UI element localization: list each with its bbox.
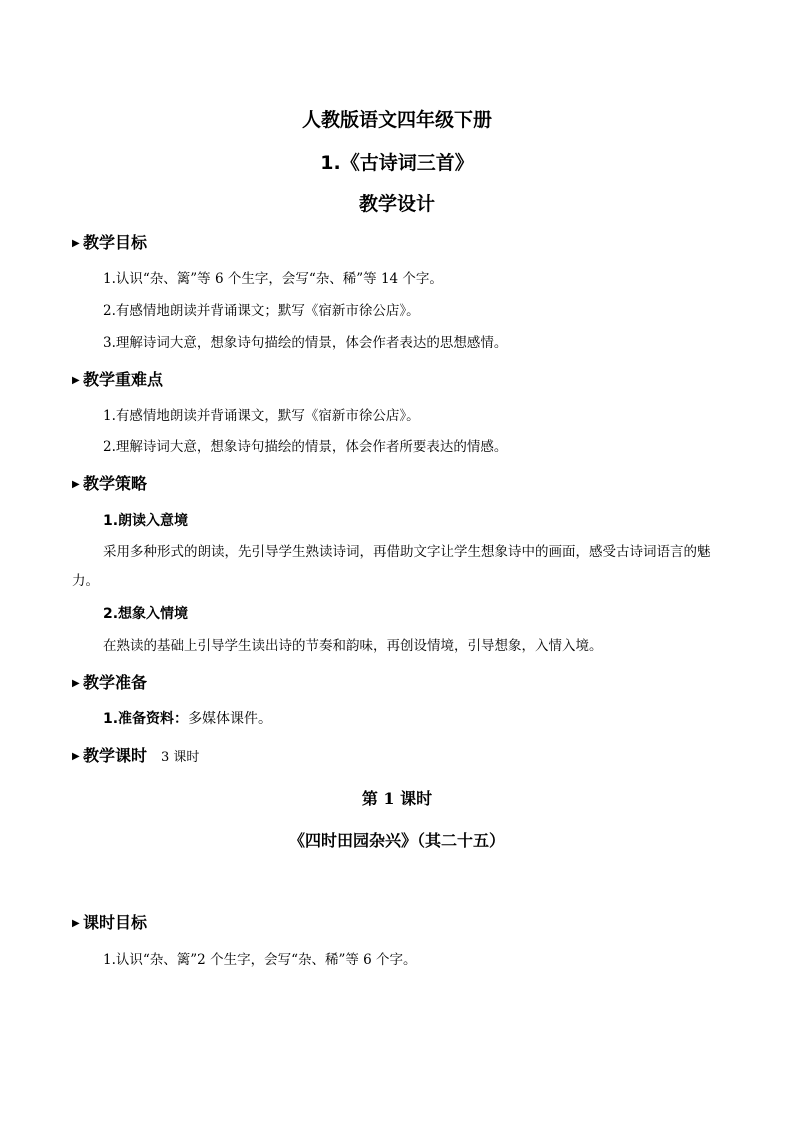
- strategy-sub-title-2: 2.想象入情境: [103, 606, 189, 622]
- triangle-bullet-icon: ▶: [72, 751, 80, 762]
- doc-title-lesson: 1.《古诗词三首》: [320, 152, 474, 174]
- preparation-text: 多媒体课件。: [188, 711, 273, 727]
- triangle-bullet-icon: ▶: [72, 678, 80, 689]
- section-heading: 教学目标: [83, 233, 148, 252]
- triangle-bullet-icon: ▶: [72, 479, 80, 490]
- section-preparation: [72, 672, 147, 695]
- goal-item-1: 1.认识“杂、篱”等 6 个生字，会写“杂、稀”等 14 个字。: [103, 271, 443, 287]
- triangle-bullet-icon: ▶: [72, 375, 80, 386]
- lesson-poem-title: 《四时田园杂兴》（其二十五）: [288, 831, 505, 850]
- section-teaching-strategy: [72, 473, 147, 496]
- lesson-number-title: 第 1 课时: [361, 789, 433, 808]
- strategy-paragraph-1: 采用多种形式的朗读，先引导学生熟读诗词，再借助文字让学生想象诗中的画面，感受古诗词语言的魅力。: [72, 544, 711, 589]
- goal-item-3: 3.理解诗词大意，想象诗句描绘的情景，体会作者表达的思想感情。: [103, 335, 508, 351]
- section-heading: 教学课时: [83, 746, 148, 765]
- section-teaching-goals: [72, 232, 147, 255]
- section-heading: 教学重难点: [83, 370, 164, 389]
- goal-item-2: 2.有感情地朗读并背诵课文；默写《宿新市徐公店》。: [103, 303, 420, 319]
- key-point-item-2: 2.理解诗词大意，想象诗句描绘的情景，体会作者所要表达的情感。: [103, 439, 508, 455]
- preparation-label: 1.准备资料：: [103, 711, 189, 727]
- section-key-points: [72, 369, 163, 392]
- section-heading: 课时目标: [83, 913, 148, 932]
- doc-title-textbook: 人教版语文四年级下册: [301, 109, 492, 131]
- section-heading: 教学准备: [83, 673, 148, 692]
- key-point-item-1: 1.有感情地朗读并背诵课文，默写《宿新市徐公店》。: [103, 408, 420, 424]
- strategy-sub-title-1: 1.朗读入意境: [103, 513, 189, 529]
- triangle-bullet-icon: ▶: [72, 238, 80, 249]
- section-heading: 教学策略: [83, 474, 148, 493]
- section-lesson-goals: [72, 912, 147, 935]
- strategy-paragraph-2: 在熟读的基础上引导学生读出诗的节奏和韵味，再创设情境，引导想象，入情入境。: [103, 638, 603, 654]
- class-hours-value: 3 课时: [161, 750, 200, 765]
- lesson-goal-item-1: 1.认识“杂、篱”2 个生字，会写“杂、稀”等 6 个字。: [103, 952, 417, 968]
- section-class-hours: [72, 745, 199, 769]
- preparation-item: [103, 709, 272, 729]
- triangle-bullet-icon: ▶: [72, 918, 80, 929]
- doc-title-design: 教学设计: [358, 193, 435, 215]
